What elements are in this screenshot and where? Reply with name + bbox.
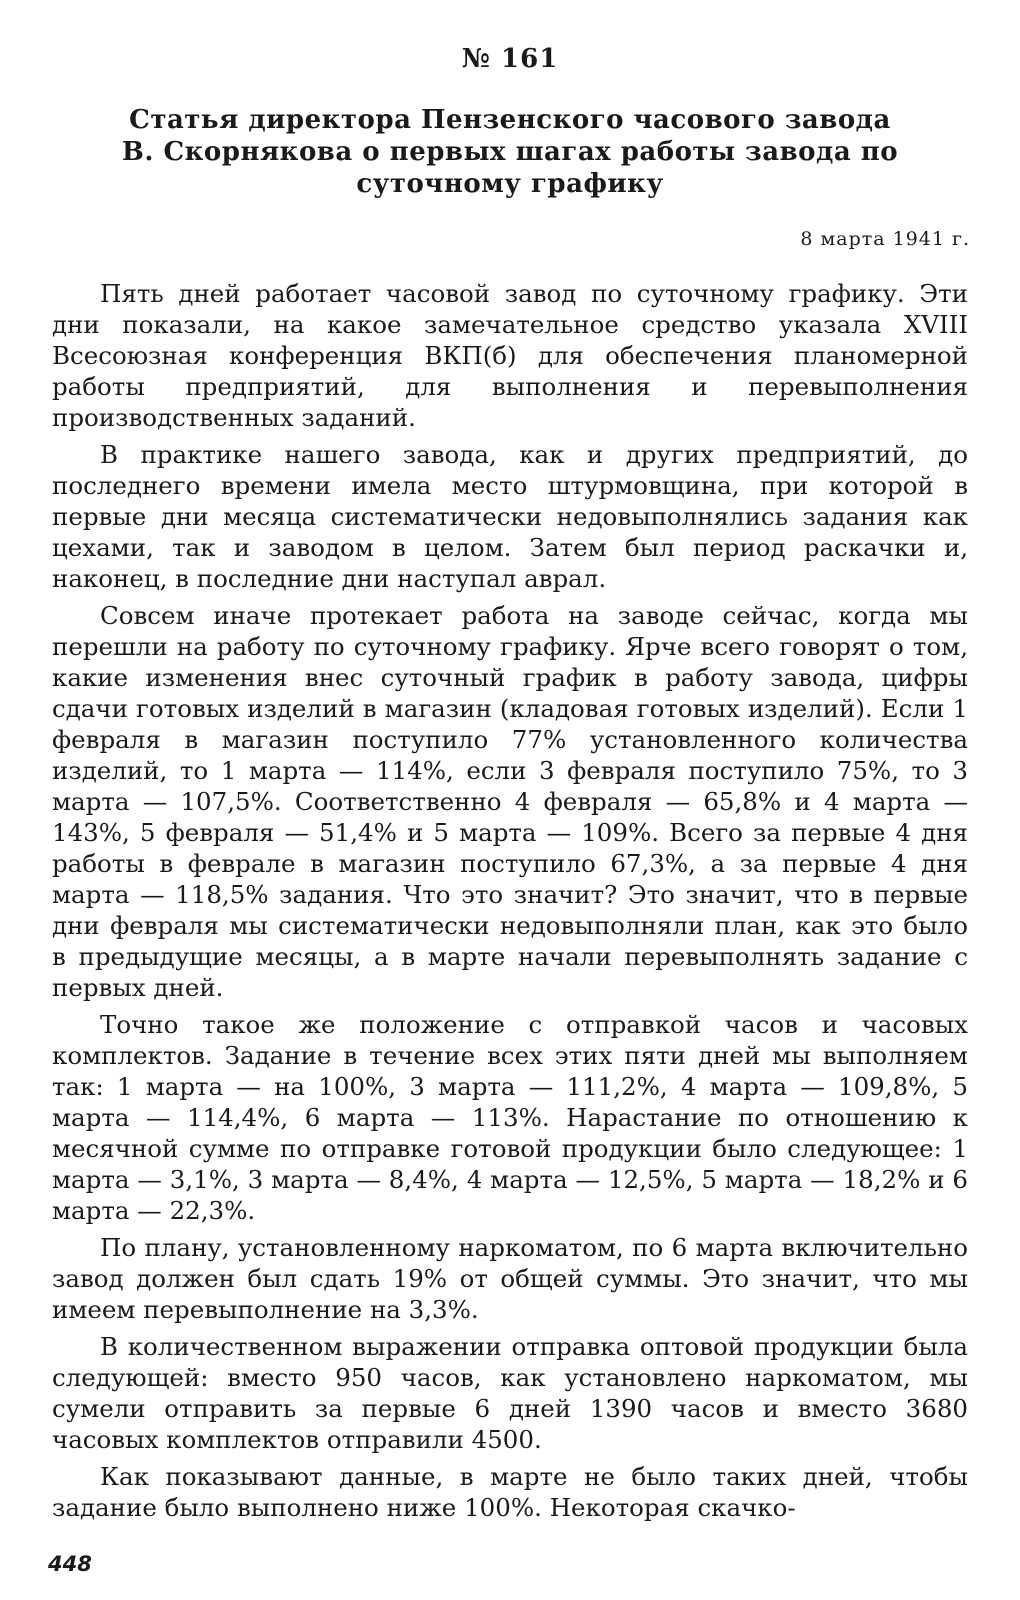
document-title xyxy=(120,104,900,200)
title-line: Статья директора Пензенского часового завода xyxy=(129,105,891,135)
document-date: 8 марта 1941 г. xyxy=(800,228,970,250)
page-number: 448 xyxy=(48,1552,92,1576)
article-body xyxy=(52,278,968,1529)
paragraph: В количественном выражении отправка оптовой продукции была следующей: вместо 950 часов, как установлено наркоматом, мы сумели отправить за первые 6 дней 1390 часов и вместо 3680 часовых комплектов отправили 4500. xyxy=(52,1332,968,1454)
title-line: суточному графику xyxy=(356,169,664,199)
paragraph: Пять дней работает часовой завод по суточному графику. Эти дни показали, на какое замечательное средство указала XVIII Всесоюзная конференция ВКП(б) для обеспечения планомерной работы предприятий, для выполнения и перевыполнения производственных заданий. xyxy=(52,279,968,432)
paragraph: В практике нашего завода, как и других предприятий, до последнего времени имела место штурмовщина, при которой в первые дни месяца систематически недовыполнялись задания как цехами, так и заводом в целом. Затем был период раскачки и, наконец, в последние дни наступал аврал. xyxy=(52,440,968,593)
title-line: В. Скорнякова о первых шагах работы завода по xyxy=(121,137,899,167)
paragraph: Как показывают данные, в марте не было таких дней, чтобы задание было выполнено ниже 100%. Некоторая скачко- xyxy=(52,1462,968,1522)
paragraph: Точно такое же положение с отправкой часов и часовых комплектов. Задание в течение всех этих пяти дней мы выполняем так: 1 марта — на 100%, 3 марта — 111,2%, 4 марта — 109,8%, 5 марта — 114,4%, 6 марта — 113%. Нарастание по отношению к месячной сумме по отправке готовой продукции было следующее: 1 марта — 3,1%, 3 марта — 8,4%, 4 марта — 12,5%, 5 марта — 18,2% и 6 марта — 22,3%. xyxy=(52,1010,968,1225)
paragraph: По плану, установленному наркоматом, по 6 марта включительно завод должен был сдать 19% от общей суммы. Это значит, что мы имеем перевыполнение на 3,3%. xyxy=(52,1233,968,1324)
document-number: № 161 xyxy=(461,44,559,74)
paragraph: Совсем иначе протекает работа на заводе сейчас, когда мы перешли на работу по суточному графику. Ярче всего говорят о том, какие изменения внес суточный график в работу завода, цифры сдачи готовых изделий в магазин (кладовая готовых изделий). Если 1 февраля в магазин поступило 77% установленного количества изделий, то 1 марта — 114%, если 3 февраля поступило 75%, то 3 марта — 107,5%. Соответственно 4 февраля — 65,8% и 4 марта — 143%, 5 февраля — 51,4% и 5 марта — 109%. Всего за первые 4 дня работы в феврале в магазин поступило 67,3%, а за первые 4 дня марта — 118,5% задания. Что это значит? Это значит, что в первые дни февраля мы систематически недовыполняли план, как это было в предыдущие месяцы, а в марте начали перевыполнять задание с первых дней. xyxy=(52,601,968,1002)
